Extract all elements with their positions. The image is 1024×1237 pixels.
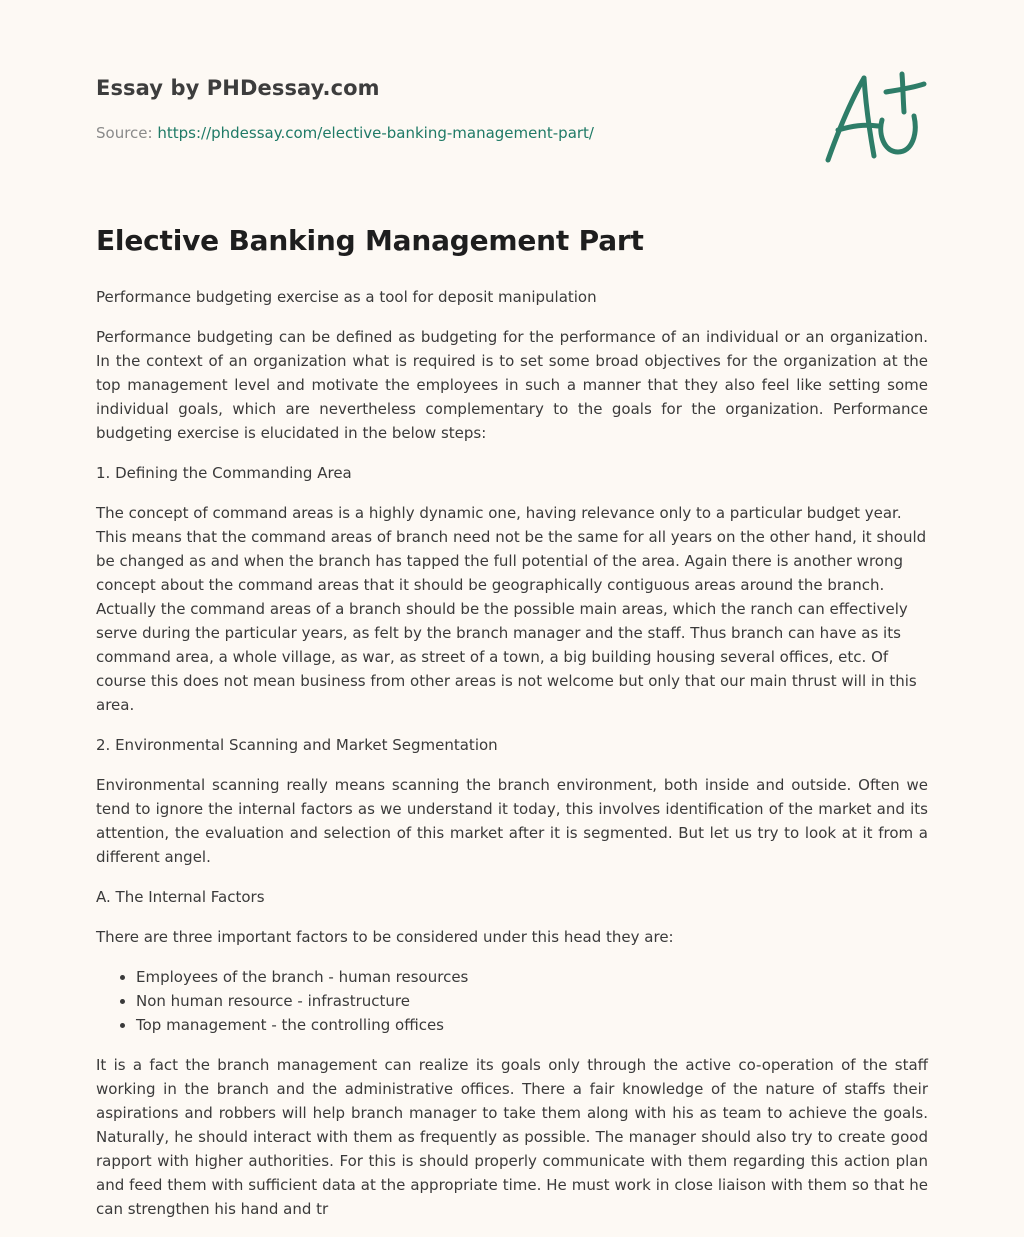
a-plus-logo-icon[interactable] (824, 68, 928, 166)
list-item: • Top management - the controlling offices (136, 1013, 928, 1037)
essay-title: Elective Banking Management Part (96, 224, 644, 257)
source-line (96, 124, 594, 142)
paragraph-4: There are three important factors to be considered under this head they are: (96, 928, 674, 946)
paragraph-2: The concept of command areas is a highly dynamic one, having relevance only to a particular budget year. This means that the command areas of branch need not be the same for all years on the other hand, it should be changed as and when the branch has tapped the full potential of the area. Again there is another wrong concept about the command areas that it should be geographically contiguous areas around the branch. Actually the command areas of a branch should be the possible main areas, which the ranch can effectively serve during the particular years, as felt by the branch manager and the staff. Thus branch can have as its command area, a whole village, as war, as street of a town, a big building housing several offices, etc. Of course this does not mean business from other areas is not welcome but only that our main thrust will in this area. (96, 504, 927, 714)
factors-list (96, 965, 928, 1037)
essay-body (96, 285, 928, 1237)
source-label: Source: (96, 124, 153, 142)
page-header (96, 0, 928, 180)
list-item: • Employees of the branch - human resources (136, 965, 928, 989)
site-brand[interactable]: Essay by PHDessay.com (96, 76, 380, 100)
paragraph-1: Performance budgeting can be defined as budgeting for the performance of an individual or an organization. In the context of an organization what is required is to set some broad objectives for the organization at the top management level and motivate the employees in such a manner that they also feel like setting some individual goals, which are nevertheless complementary to the goals for the organization. Performance budgeting exercise is elucidated in the below steps: (96, 328, 928, 442)
section-heading-1: 1. Defining the Commanding Area (96, 464, 352, 482)
source-link[interactable]: https://phdessay.com/elective-banking-management-part/ (157, 124, 594, 142)
paragraph-3: Environmental scanning really means scanning the branch environment, both inside and outside. Often we tend to ignore the internal factors as we understand it today, this involves identification of the market and its attention, the evaluation and selection of this market after it is segmented. But let us try to look at it from a different angel. (96, 776, 928, 866)
list-item: • Non human resource - infrastructure (136, 989, 928, 1013)
section-heading-2: 2. Environmental Scanning and Market Segmentation (96, 736, 498, 754)
essay-page (96, 0, 928, 1218)
essay-subtitle: Performance budgeting exercise as a tool for deposit manipulation (96, 288, 597, 306)
paragraph-5: It is a fact the branch management can realize its goals only through the active co-operation of the staff working in the branch and the administrative offices. There a fair knowledge of the nature of staffs their aspirations and robbers will help branch manager to take them along with his as team to achieve the goals. Naturally, he should interact with them as frequently as possible. The manager should also try to create good rapport with higher authorities. For this is should properly communicate with them regarding this action plan and feed them with sufficient data at the appropriate time. He must work in close liaison with them so that he can strengthen his hand and tr (96, 1056, 928, 1218)
section-heading-3: A. The Internal Factors (96, 888, 265, 906)
